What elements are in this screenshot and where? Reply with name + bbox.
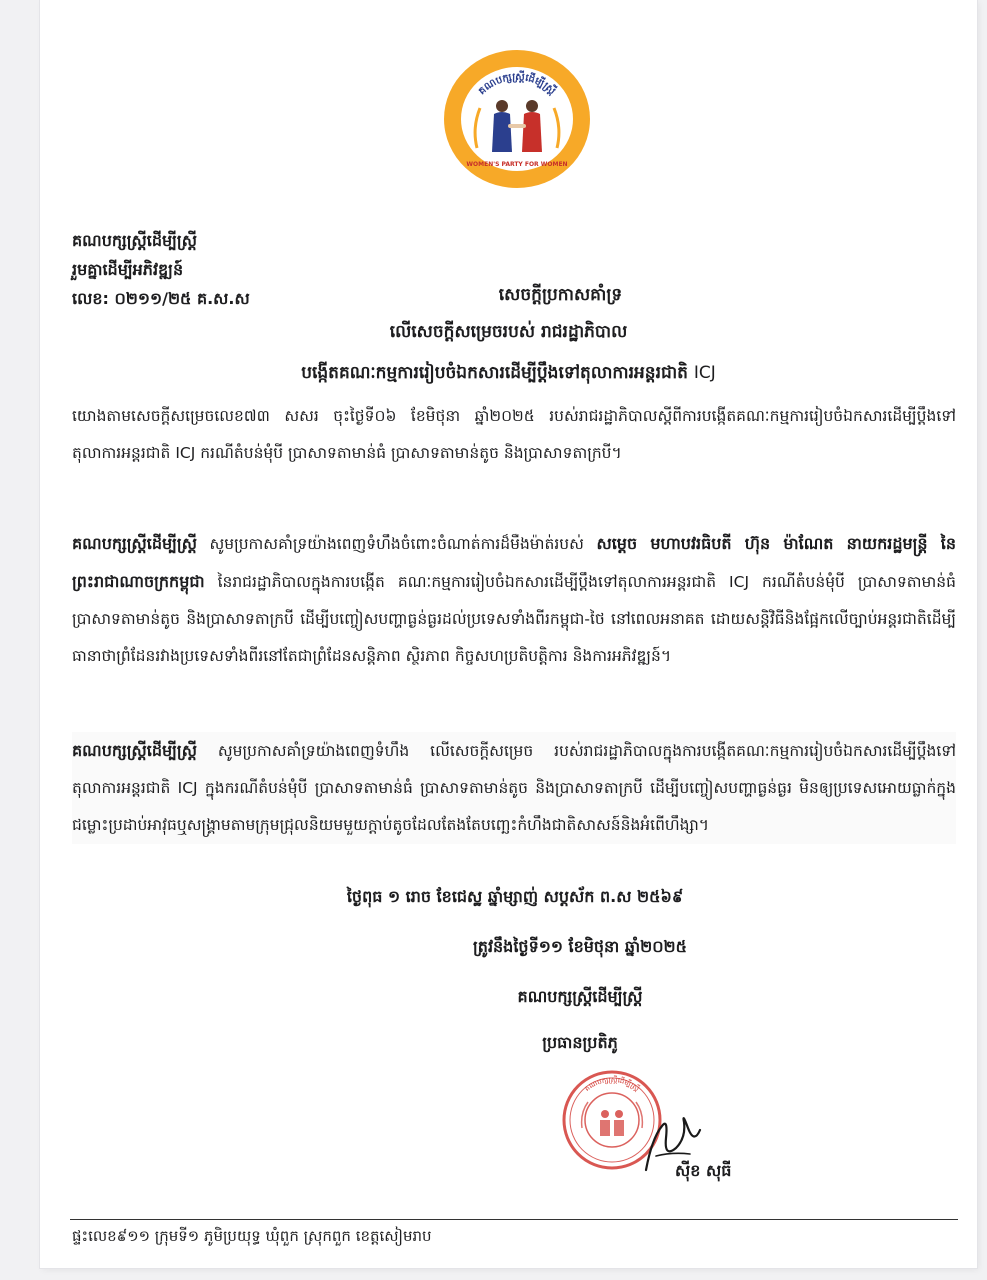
paragraph2-bold-name: សម្តេច មហាបវរធិបតី ហ៊ុន ម៉ាណែត នាយករដ្ឋមន្ត្រី នៃព្រះរាជាណាចក្រកម្ពុជា [72,534,956,591]
document-subtitle: លើសេចក្តីសម្រេចរបស់ រាជរដ្ឋាភិបាល [389,322,628,342]
document-subtitle-2 [40,362,977,387]
document-title: សេចក្តីប្រកាសគាំទ្រ [498,285,623,305]
solar-date: ត្រូវនឹងថ្ងៃទី១១ ខែមិថុនា ឆ្នាំ២០២៥ [473,937,687,956]
paragraph2-text-b: នៃរាជរដ្ឋាភិបាលក្នុងការបង្កើត គណៈកម្មការរៀបចំឯកសារដើម្បីប្តឹងទៅតុលាការអន្តរជាតិ ICJ ករណីតំបន់មុំបី ប្រាសាទតាមាន់ធំ ប្រាសាទតាមាន់តូច និងប្រាសាទតាក្របី ដើម្បីបញ្ចៀសបញ្ហាធ្ងន់ធ្ងរដល់ប្រទេសទាំងពីរកម្ពុជា-ថៃ នៅពេលអនាគត ដោយសន្តិវិធីនិងផ្អែកលើច្បាប់អន្តរជាតិដើម្បីធានាថាព្រំដែនរវាងប្រទេសទាំងពីរនៅតែជាព្រំដែនសន្តិភាព ស្ថិរភាព កិច្ចសហប្រតិបត្តិការ និងការអភិវឌ្ឍន៍។ [72,573,956,665]
paragraph3-text: សូមប្រកាសគាំទ្រយ៉ាងពេញទំហឹង លើសេចក្តីសម្រេច របស់រាជរដ្ឋាភិបាលក្នុងការបង្កើតគណៈកម្មការរៀបចំឯកសារដើម្បីប្តឹងទៅតុលាការអន្តរជាតិ ICJ ក្នុងករណីតំបន់មុំបី ប្រាសាទតាមាន់ធំ ប្រាសាទតាមាន់តូច និងប្រាសាទតាក្របី ដើម្បីបញ្ចៀសបញ្ហាធ្ងន់ធ្ងរ មិនឲ្យប្រទេសអោយធ្លាក់ក្នុងជម្លោះប្រដាប់អាវុធឬសង្គ្រាមតាមក្រុមជ្រុលនិយមមួយក្តាប់តូចដែលតែងតែបញ្ឆេះកំហឹងជាតិសាសន៍និងអំពើហឹង្សា។ [72,742,956,834]
document-page [40,0,977,1268]
paragraph2-text-a: សូមប្រកាសគាំទ្រយ៉ាងពេញទំហឹងចំពោះចំណាត់ការដ៏មឺងម៉ាត់របស់ [196,535,597,553]
seal-text: គណបក្សស្ត្រីដើម្បីស្ត្រី [583,1075,641,1093]
party-motto: រួមគ្នាដើម្បីអភិវឌ្ឍន៍ [72,260,184,279]
party-logo-icon [442,48,592,190]
paragraph-reference: យោងតាមសេចក្តីសម្រេចលេខ៧៣ សសរ ចុះថ្ងៃទី០៦ ខែមិថុនា ឆ្នាំ២០២៥ របស់រាជរដ្ឋាភិបាលស្តីពីការបង្កើតគណៈកម្មការរៀបចំឯកសារដើម្បីប្តឹងទៅតុលាការអន្តរជាតិ ICJ ករណីតំបន់មុំបី ប្រាសាទតាមាន់ធំ ប្រាសាទតាមាន់តូច និងប្រាសាទតាក្របី។ [72,407,956,462]
paragraph-support-decision [72,732,956,844]
paragraph2-lead: គណបក្សស្ត្រីដើម្បីស្ត្រី [72,534,197,553]
lunar-date: ថ្ងៃពុធ ១ រោច ខែជេស្ឋ ឆ្នាំម្សាញ់ សប្តស័ក ព.ស ២៥៦៩ [346,887,684,906]
closing-party-name: គណបក្សស្ត្រីដើម្បីស្ត្រី [517,987,643,1006]
signer-position: ប្រធានប្រតិភូ [542,1033,618,1052]
paragraph3-lead: គណបក្សស្ត្រីដើម្បីស្ត្រី [72,741,197,760]
reference-number: លេខ: ០២១១/២៥ គ.ស.ស [72,289,250,308]
party-name-header: គណបក្សស្ត្រីដើម្បីស្ត្រី [72,231,197,250]
paragraph-support-pm [72,525,956,675]
footer-address: ផ្ទះលេខ៩១១ ក្រុមទី១ ភូមិប្រយុទ្ធ ឃុំពួក ស្រុកពួក ខេត្តសៀមរាប [72,1227,432,1245]
logo-arc-text: គណបក្សស្ត្រីដើម្បីស្ត្រី [476,71,558,98]
logo-subtext: WOMEN'S PARTY FOR WOMEN [466,161,568,168]
signer-name: ស៊ីខ សុធី [675,1161,732,1180]
subtitle-main: បង្កើតគណៈកម្មការរៀបចំឯកសារដើម្បីប្តឹងទៅតុលាការអន្តរជាតិ [301,363,688,383]
footer-divider [70,1219,958,1220]
subtitle-icj: ICJ [693,363,716,383]
